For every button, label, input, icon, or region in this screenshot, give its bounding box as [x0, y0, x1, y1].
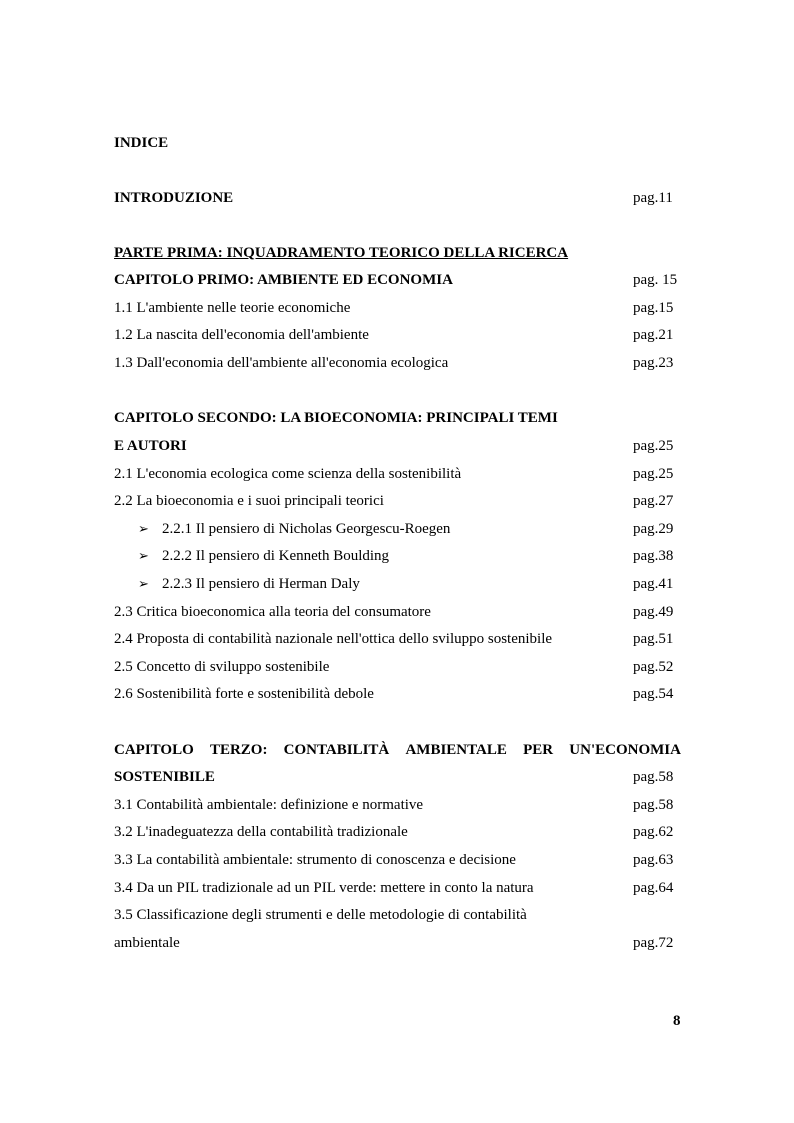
toc-entry-label: 1.1 L'ambiente nelle teorie economiche — [114, 300, 351, 316]
heading-word: AMBIENTALE — [405, 742, 507, 758]
index-title: INDICE — [114, 135, 169, 151]
toc-entry-label: 1.3 Dall'economia dell'ambiente all'economia ecologica — [114, 355, 449, 371]
arrow-bullet-icon: ➢ — [138, 577, 149, 592]
toc-subentry-label: 2.2.3 Il pensiero di Herman Daly — [162, 576, 360, 592]
heading-word: PER — [523, 742, 554, 758]
toc-intro-page: pag.11 — [633, 190, 673, 206]
heading-word: CAPITOLO — [114, 742, 194, 758]
toc-entry-page: pag.29 — [633, 521, 674, 537]
toc-subentry — [138, 574, 360, 594]
toc-entry-page: pag.41 — [633, 576, 674, 592]
page-number: 8 — [673, 1013, 681, 1029]
heading-word: TERZO: — [209, 742, 268, 758]
toc-ch3-heading-line2: SOSTENIBILE — [114, 769, 215, 785]
toc-ch2-page: pag.25 — [633, 438, 674, 454]
toc-subentry-label: 2.2.1 Il pensiero di Nicholas Georgescu-Roegen — [162, 521, 451, 537]
toc-entry-page: pag.62 — [633, 824, 674, 840]
toc-entry-label: 2.1 L'economia ecologica come scienza della sostenibilità — [114, 466, 462, 482]
toc-entry-page: pag.49 — [633, 604, 674, 620]
heading-word: UN'ECONOMIA — [569, 742, 681, 758]
toc-entry-label: 2.5 Concetto di sviluppo sostenibile — [114, 659, 330, 675]
arrow-bullet-icon: ➢ — [138, 549, 149, 564]
toc-entry-label: 2.4 Proposta di contabilità nazionale nell'ottica dello sviluppo sostenibile — [114, 631, 553, 647]
toc-entry-page: pag.52 — [633, 659, 674, 675]
toc-entry-label: 3.2 L'inadeguatezza della contabilità tradizionale — [114, 824, 408, 840]
toc-subentry-label: 2.2.2 Il pensiero di Kenneth Boulding — [162, 548, 390, 564]
toc-entry-label-line2: ambientale — [114, 935, 180, 951]
toc-ch3-heading-line1 — [114, 740, 681, 760]
toc-ch2-heading-line2: E AUTORI — [114, 438, 187, 454]
toc-entry-page: pag.27 — [633, 493, 674, 509]
toc-entry-page: pag.23 — [633, 355, 674, 371]
toc-entry-label: 2.3 Critica bioeconomica alla teoria del consumatore — [114, 604, 431, 620]
toc-subentry — [138, 519, 450, 539]
toc-entry-label: 2.2 La bioeconomia e i suoi principali teorici — [114, 493, 384, 509]
toc-ch1-page: pag. 15 — [633, 272, 678, 288]
toc-ch3-page: pag.58 — [633, 769, 674, 785]
toc-entry-label-line1: 3.5 Classificazione degli strumenti e delle metodologie di contabilità — [114, 907, 527, 923]
toc-entry-page: pag.72 — [633, 935, 674, 951]
toc-entry-page: pag.15 — [633, 300, 674, 316]
toc-ch2-heading-line1: CAPITOLO SECONDO: LA BIOECONOMIA: PRINCIPALI TEMI — [114, 410, 558, 426]
arrow-bullet-icon: ➢ — [138, 522, 149, 537]
toc-entry-label: 3.3 La contabilità ambientale: strumento di conoscenza e decisione — [114, 852, 516, 868]
toc-ch1-heading: CAPITOLO PRIMO: AMBIENTE ED ECONOMIA — [114, 272, 453, 288]
toc-entry-label: 3.4 Da un PIL tradizionale ad un PIL verde: mettere in conto la natura — [114, 880, 534, 896]
toc-entry-label: 2.6 Sostenibilità forte e sostenibilità debole — [114, 686, 374, 702]
toc-entry-page: pag.38 — [633, 548, 674, 564]
toc-entry-label: 3.1 Contabilità ambientale: definizione e normative — [114, 797, 424, 813]
toc-entry-page: pag.58 — [633, 797, 674, 813]
toc-entry-page: pag.21 — [633, 327, 674, 343]
toc-entry-label: 1.2 La nascita dell'economia dell'ambiente — [114, 327, 369, 343]
toc-intro-label: INTRODUZIONE — [114, 190, 234, 206]
heading-word: CONTABILITÀ — [283, 742, 390, 758]
toc-entry-page: pag.54 — [633, 686, 674, 702]
toc-entry-page: pag.25 — [633, 466, 674, 482]
toc-part1-heading: PARTE PRIMA: INQUADRAMENTO TEORICO DELLA RICERCA — [114, 245, 569, 261]
toc-entry-page: pag.51 — [633, 631, 674, 647]
toc-entry-page: pag.64 — [633, 880, 674, 896]
toc-entry-page: pag.63 — [633, 852, 674, 868]
toc-subentry — [138, 546, 389, 566]
